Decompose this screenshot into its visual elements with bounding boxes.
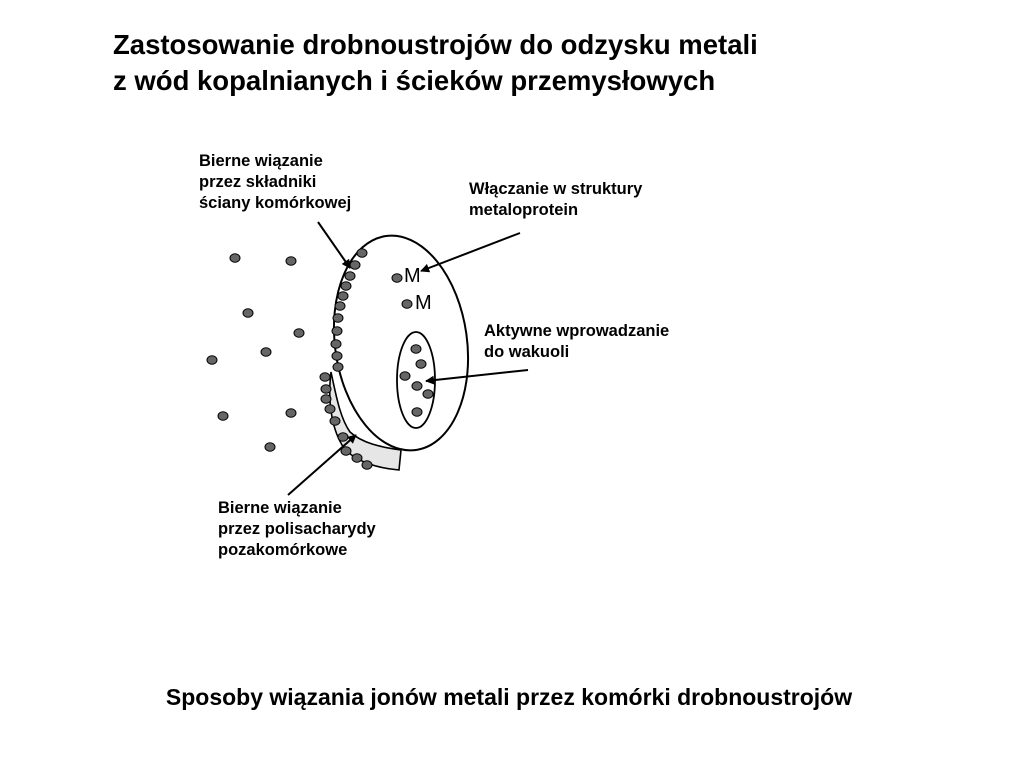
arrow-cell-wall xyxy=(318,222,350,268)
metal-ion xyxy=(286,409,296,417)
metal-ion xyxy=(416,360,426,368)
metal-ion xyxy=(321,395,331,403)
label-polysaccharide-line-3: pozakomórkowe xyxy=(218,541,348,559)
metal-ion xyxy=(335,302,345,310)
metal-ion xyxy=(338,433,348,441)
label-vacuole-line-2: do wakuoli xyxy=(484,343,570,361)
figure-caption: Sposoby wiązania jonów metali przez komórki drobnoustrojów xyxy=(165,684,853,710)
metal-symbol-2: M xyxy=(415,292,432,314)
metal-ion xyxy=(321,385,331,393)
label-polysaccharide-line-2: przez polisacharydy xyxy=(218,520,376,538)
label-cell-wall-line-2: przez składniki xyxy=(199,173,317,191)
metal-ion xyxy=(218,412,228,420)
metal-ion xyxy=(330,417,340,425)
metal-ion xyxy=(362,461,372,469)
metal-ion xyxy=(294,329,304,337)
label-metalloprotein-line-1: Włączanie w struktury xyxy=(469,180,643,198)
title-line-1: Zastosowanie drobnoustrojów do odzysku metali xyxy=(113,29,758,60)
metal-ion xyxy=(412,408,422,416)
metal-ion xyxy=(261,348,271,356)
metal-ion xyxy=(350,261,360,269)
label-cell-wall-line-3: ściany komórkowej xyxy=(199,194,352,212)
metal-ion xyxy=(230,254,240,262)
metal-ion xyxy=(325,405,335,413)
arrow-polysaccharides xyxy=(288,435,356,495)
metal-ion xyxy=(286,257,296,265)
metal-ion xyxy=(265,443,275,451)
metal-symbol-1: M xyxy=(404,265,421,287)
metal-ion xyxy=(345,272,355,280)
metal-ion xyxy=(412,382,422,390)
metal-ion xyxy=(400,372,410,380)
metal-ion xyxy=(320,373,330,381)
metal-ion xyxy=(243,309,253,317)
metal-ion xyxy=(341,282,351,290)
metal-ion xyxy=(332,352,342,360)
metal-ion xyxy=(331,340,341,348)
metal-ion xyxy=(338,292,348,300)
arrow-metalloprotein xyxy=(421,233,520,271)
metal-ion xyxy=(333,363,343,371)
metal-ion xyxy=(423,390,433,398)
metal-ion xyxy=(357,249,367,257)
metal-ion xyxy=(332,327,342,335)
metal-ion xyxy=(402,300,412,308)
metal-ion xyxy=(411,345,421,353)
metal-ion xyxy=(352,454,362,462)
label-polysaccharide-line-1: Bierne wiązanie xyxy=(218,499,342,517)
metal-ion xyxy=(207,356,217,364)
free-metal-ions xyxy=(207,254,304,451)
metal-ion xyxy=(392,274,402,282)
title-line-2: z wód kopalnianych i ścieków przemysłowych xyxy=(113,65,716,96)
label-vacuole-line-1: Aktywne wprowadzanie xyxy=(484,322,670,340)
label-metalloprotein-line-2: metaloprotein xyxy=(469,201,579,219)
metal-ion xyxy=(333,314,343,322)
label-cell-wall-line-1: Bierne wiązanie xyxy=(199,152,323,170)
